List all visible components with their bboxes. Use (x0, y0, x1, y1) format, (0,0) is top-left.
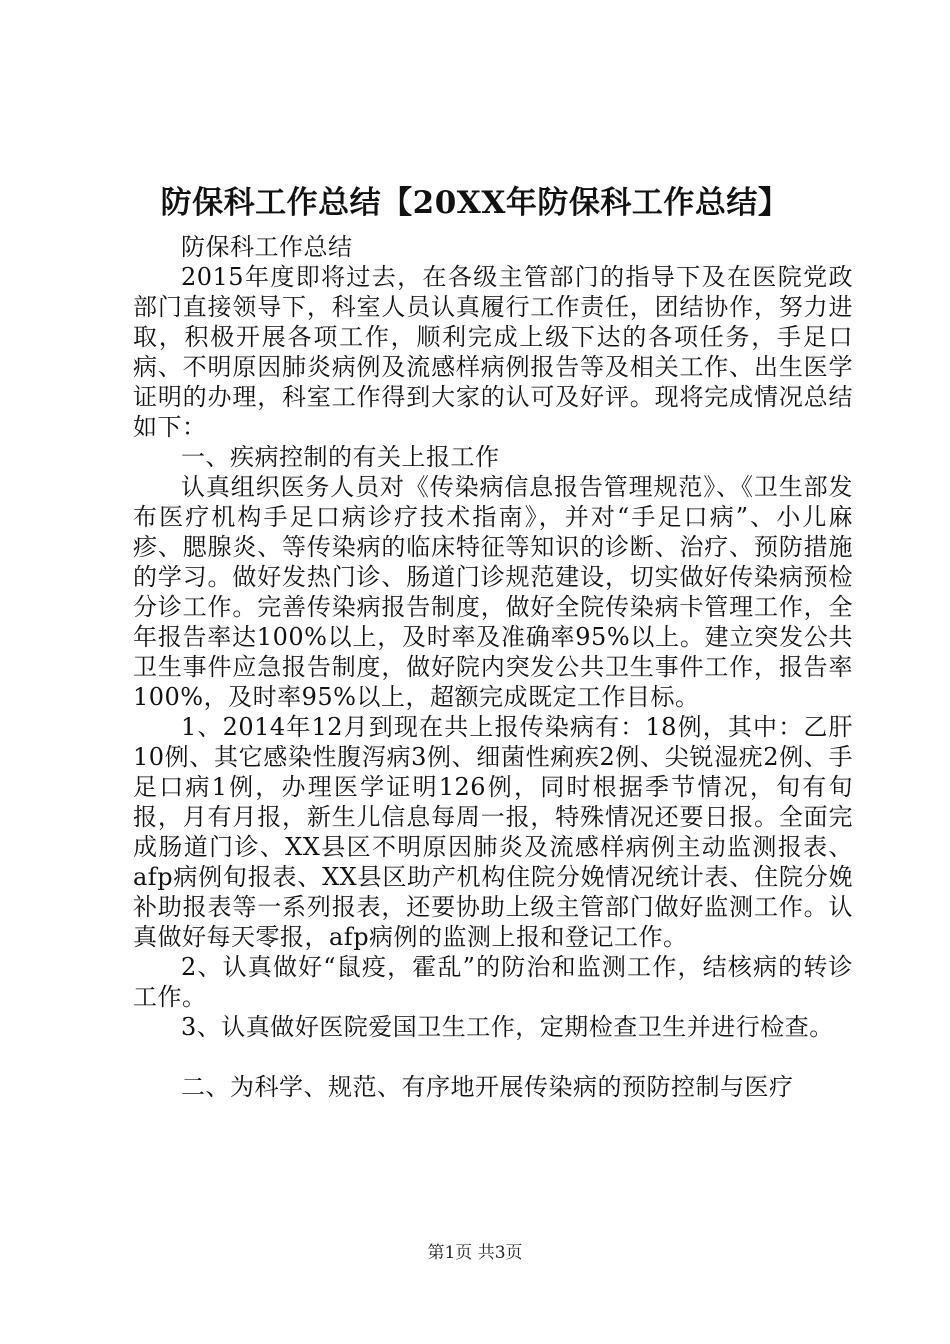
document-title: 防保科工作总结【20XX年防保科工作总结】 (160, 185, 790, 221)
paragraph-item-1: 1、2014年12月到现在共上报传染病有：18例，其中：乙肝10例、其它感染性腹泻病3例、细菌性痢疾2例、尖锐湿疣2例、手足口病1例，办理医学证明126例，同时根据季节情况，旬有旬报，月有月报，新生儿信息每周一报，特殊情况还要日报。全面完成肠道门诊、XX县区不明原因肺炎及流感样病例主动监测报表、afp病例旬报表、XX县区助产机构住院分娩情况统计表、住院分娩补助报表等一系列报表，还要协助上级主管部门做好监测工作。认真做好每天零报，afp病例的监测上报和登记工作。 (133, 713, 853, 951)
paragraph-intro: 2015年度即将过去，在各级主管部门的指导下及在医院党政部门直接领导下，科室人员认真履行工作责任，团结协作，努力进取，积极开展各项工作，顺利完成上级下达的各项任务，手足口病、不明原因肺炎病例及流感样病例报告等及相关工作、出生医学证明的办理，科室工作得到大家的认可及好评。现将完成情况总结如下： (133, 263, 853, 441)
document-body (133, 232, 853, 1102)
paragraph-gap (133, 1042, 853, 1072)
paragraph-section-1: 认真组织医务人员对《传染病信息报告管理规范》、《卫生部发布医疗机构手足口病诊疗技术指南》，并对“手足口病”、小儿麻疹、腮腺炎、等传染病的临床特征等知识的诊断、治疗、预防措施的学习。做好发热门诊、肠道门诊规范建设，切实做好传染病预检分诊工作。完善传染病报告制度，做好全院传染病卡管理工作，全年报告率达100%以上，及时率及准确率95%以上。建立突发公共卫生事件应急报告制度，做好院内突发公共卫生事件工作，报告率100%，及时率95%以上，超额完成既定工作目标。 (133, 473, 853, 711)
section-heading-1: 一、疾病控制的有关上报工作 (181, 443, 500, 471)
page-number: 第1页 共3页 (427, 1243, 523, 1263)
paragraph-item-2: 2、认真做好“鼠疫，霍乱”的防治和监测工作，结核病的转诊工作。 (133, 953, 853, 1011)
paragraph-subtitle: 防保科工作总结 (181, 233, 353, 261)
section-heading-2: 二、为科学、规范、有序地开展传染病的预防控制与医疗 (181, 1073, 794, 1101)
paragraph-item-3: 3、认真做好医院爱国卫生工作，定期检查卫生并进行检查。 (181, 1013, 834, 1041)
